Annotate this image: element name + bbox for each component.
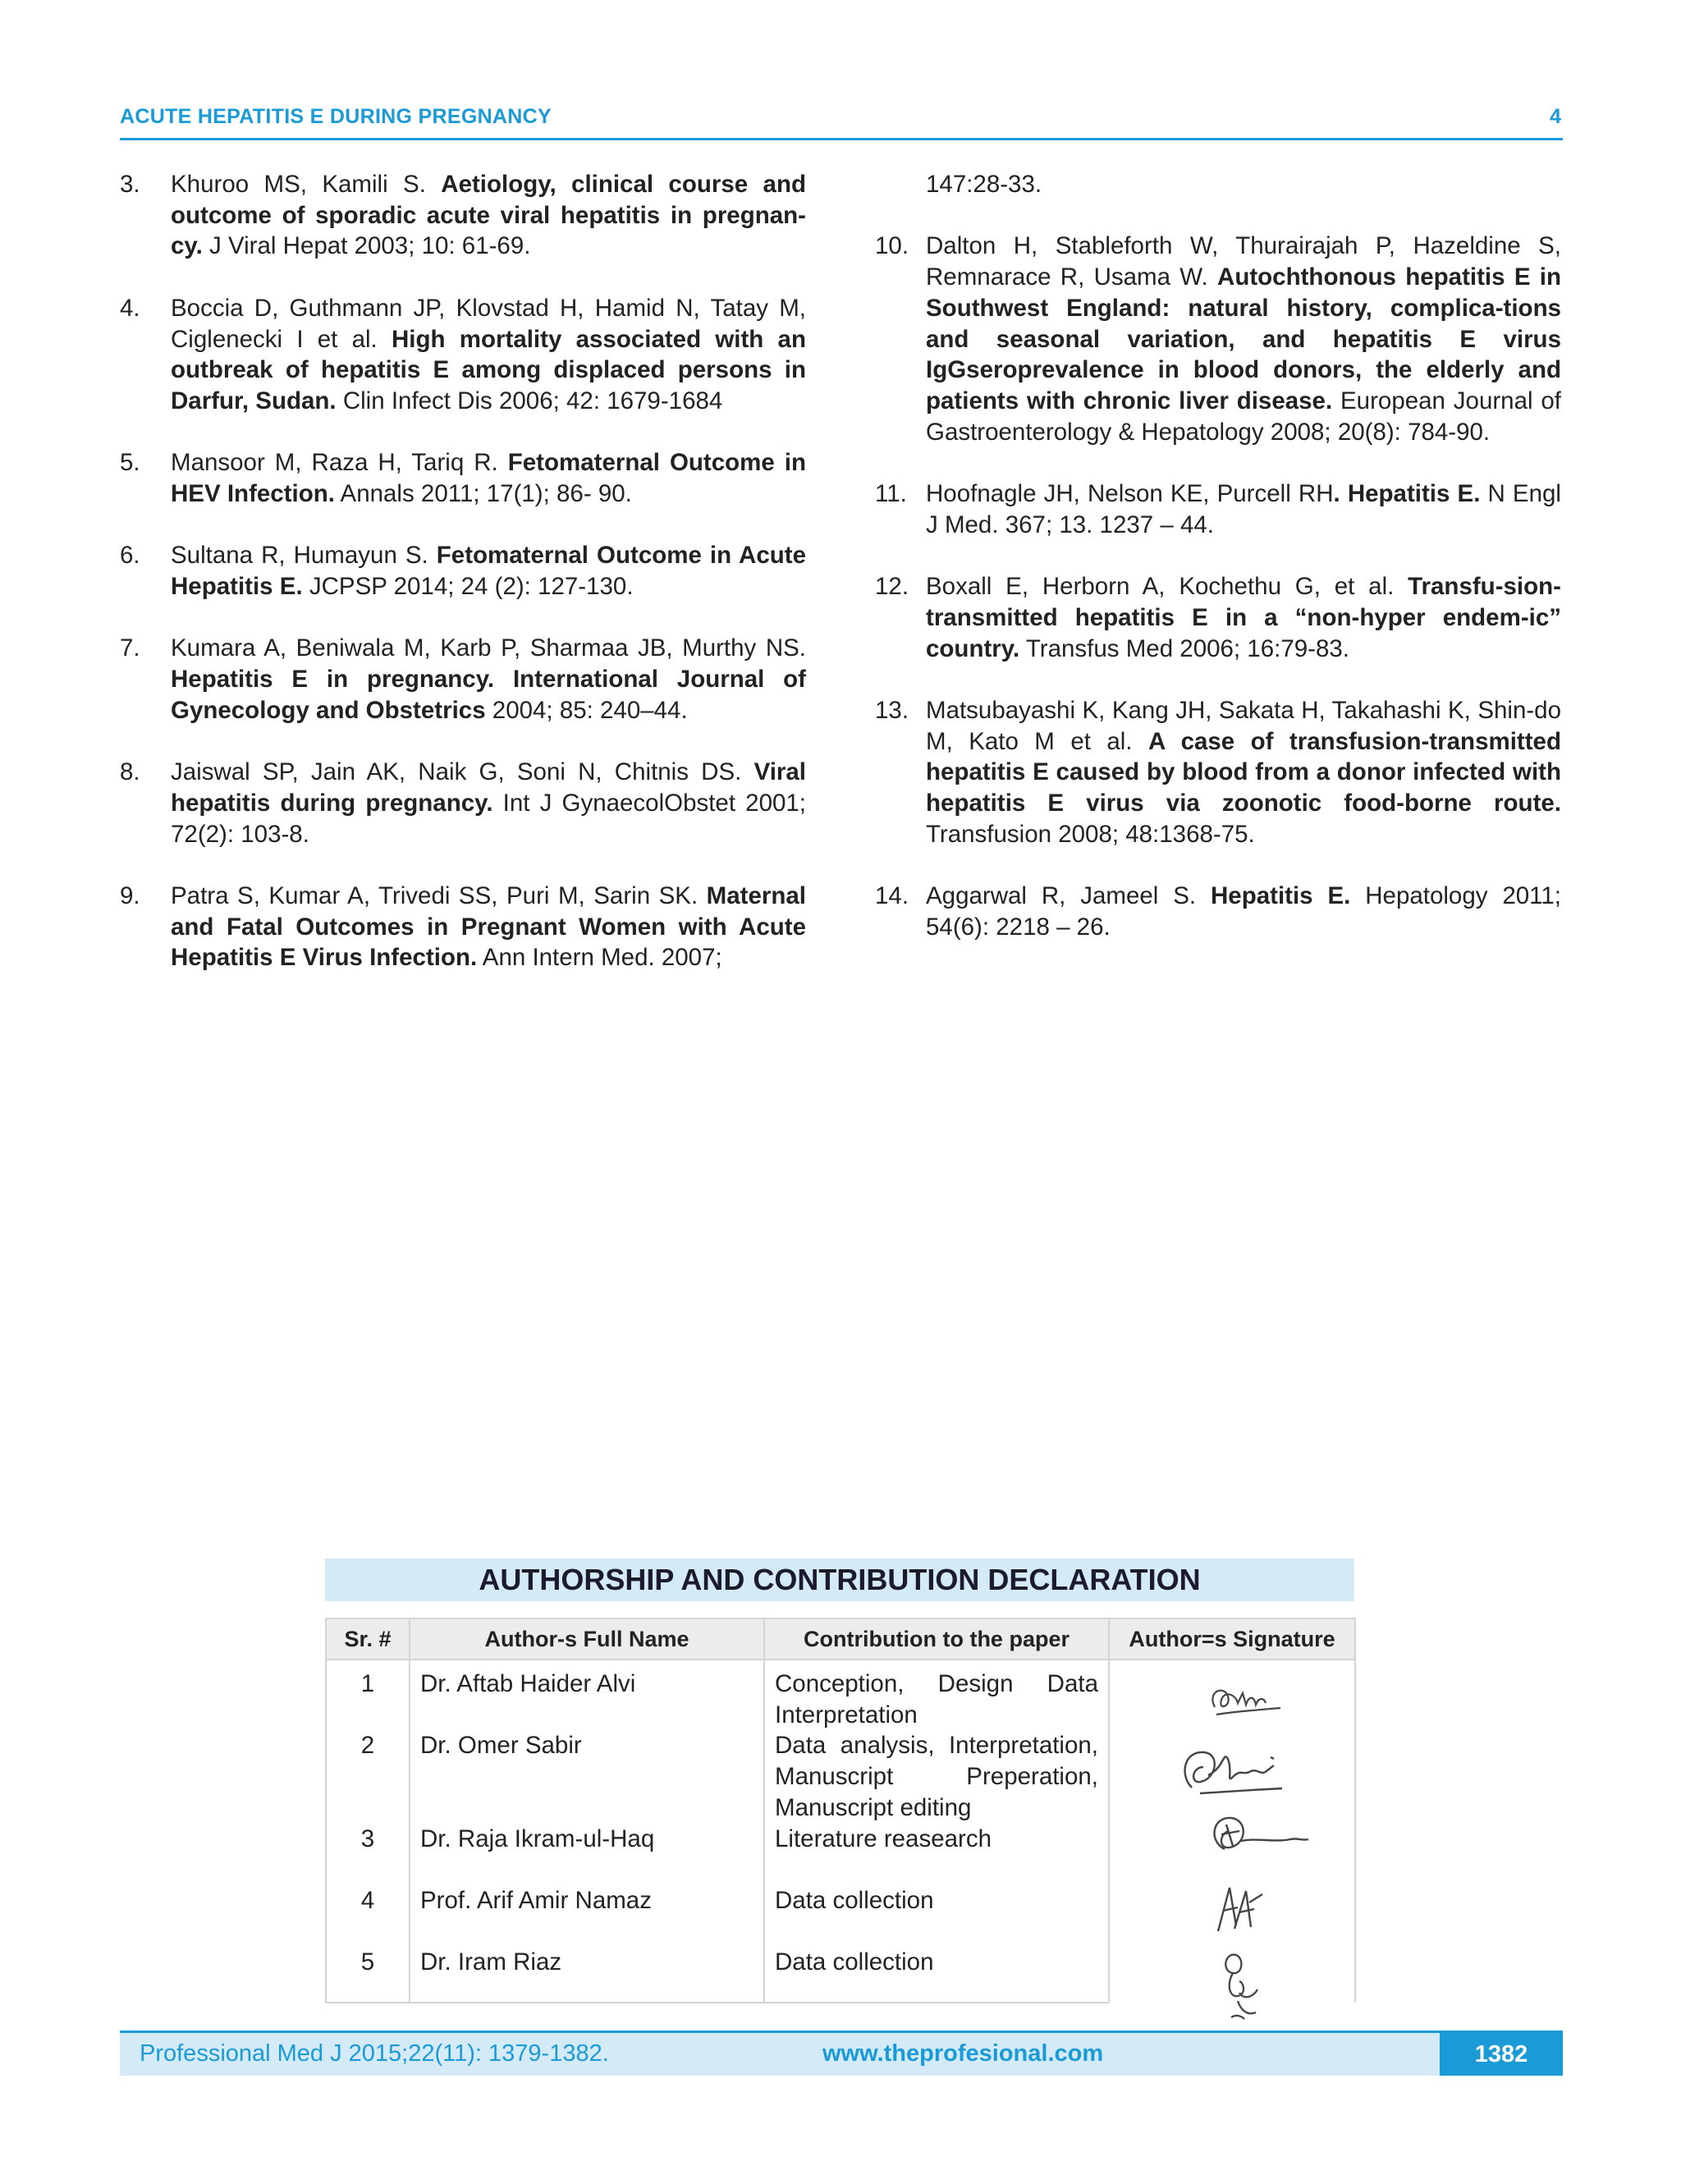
reference-authors: Hoofnagle JH, Nelson KE, Purcell RH: [926, 480, 1334, 507]
reference-item: [875, 478, 1561, 540]
reference-source: Int J GynaecolObstet 2001; 72(2): 103-8.: [171, 789, 806, 848]
reference-title: Viral hepatitis during pregnancy.: [171, 758, 806, 817]
reference-source: Hepatology 2011; 54(6): 2218 – 26.: [926, 882, 1561, 941]
reference-title: A case of transfusion-transmitted hepatitis E caused by blood from a donor infected with hepatitis E virus via zoonotic food-borne route.: [926, 727, 1561, 817]
reference-item: [120, 633, 806, 726]
reference-authors: Dalton H, Stableforth W, Thurairajah P, Hazeldine S, Remnarace R, Usama W.: [926, 232, 1561, 291]
reference-item: [875, 231, 1561, 447]
reference-title: Aetiology, clinical course and outcome of sporadic acute viral hepatitis in pregnan-cy.: [171, 171, 806, 260]
row-sr: 3: [326, 1824, 410, 1885]
reference-title: . Hepatitis E.: [1333, 480, 1481, 507]
header-sr: Sr. #: [326, 1619, 410, 1660]
reference-title: Fetomaternal Outcome in HEV Infection.: [171, 449, 806, 507]
journal-website-link[interactable]: www.theprofesional.com: [822, 2040, 1104, 2067]
reference-item: [120, 293, 806, 417]
reference-authors: Mansoor M, Raza H, Tariq R.: [171, 449, 508, 477]
table-row: [326, 1660, 1355, 1730]
reference-authors: Khuroo MS, Kamili S.: [171, 171, 442, 198]
reference-9-continuation-text: 147:28-33.: [926, 171, 1042, 198]
reference-source: N Engl J Med. 367; 13. 1237 – 44.: [926, 480, 1561, 538]
reference-authors: Matsubayashi K, Kang JH, Sakata H, Takahashi K, Shin-do M, Kato M et al.: [926, 696, 1561, 755]
row-contribution: Data collection: [764, 1947, 1109, 2003]
row-contribution: Data analysis, Interpretation, Manuscript Preperation, Manuscript editing: [764, 1730, 1109, 1823]
journal-citation: Professional Med J 2015;22(11): 1379-1382.: [140, 2040, 609, 2067]
reference-number: 3.: [120, 171, 140, 198]
reference-source: Transfus Med 2006; 16:79-83.: [1019, 634, 1349, 662]
header-page-number: 4: [1550, 105, 1561, 128]
references-left-column: [120, 169, 806, 1005]
reference-number: 11.: [875, 480, 907, 507]
row-author-name: Dr. Omer Sabir: [410, 1730, 764, 1823]
row-sr: 2: [326, 1730, 410, 1823]
reference-number: 13.: [875, 696, 909, 724]
header-signature: Author=s Signature: [1109, 1619, 1355, 1660]
row-author-name: Dr. Aftab Haider Alvi: [410, 1660, 764, 1730]
row-sr: 4: [326, 1885, 410, 1947]
reference-item: [120, 447, 806, 509]
reference-number: 14.: [875, 882, 909, 910]
reference-source: 2004; 85: 240–44.: [485, 696, 688, 724]
reference-number: 7.: [120, 634, 140, 662]
row-sr: 1: [326, 1660, 410, 1730]
reference-source: Ann Intern Med. 2007;: [477, 944, 722, 972]
reference-number: 8.: [120, 758, 140, 786]
reference-source: Transfusion 2008; 48:1368-75.: [926, 820, 1255, 848]
references-right-column: [875, 169, 1561, 973]
signature-4-image: [1208, 1878, 1274, 1944]
reference-title: Transfu-sion-transmitted hepatitis E in a “non-hyper endem-ic” country.: [926, 573, 1561, 662]
signature-3-image: [1200, 1808, 1315, 1866]
table-header-row: [326, 1619, 1355, 1660]
running-title: ACUTE HEPATITIS E DURING PREGNANCY: [120, 105, 552, 128]
reference-title: Hepatitis E.: [1211, 882, 1351, 910]
row-author-name: Dr. Iram Riaz: [410, 1947, 764, 2003]
declaration-table: [325, 1618, 1356, 2003]
reference-title: Autochthonous hepatitis E in Southwest England: natural history, complica-tions and seasonal variation, and hepatitis E virus IgGseroprevalence in blood donors, the elderly and patients with chronic liver disease.: [926, 263, 1562, 414]
reference-authors: Sultana R, Humayun S.: [171, 542, 437, 570]
reference-item: [120, 881, 806, 973]
reference-authors: Patra S, Kumar A, Trivedi SS, Puri M, Sarin SK.: [171, 882, 707, 910]
reference-number: 6.: [120, 542, 140, 570]
reference-item: [875, 881, 1561, 942]
reference-source: Clin Infect Dis 2006; 42: 1679-1684: [336, 387, 723, 414]
row-contribution: Conception, Design Data Interpretation: [764, 1660, 1109, 1730]
reference-item: [875, 571, 1561, 664]
row-sr: 5: [326, 1947, 410, 2003]
reference-source: European Journal of Gastroenterology & Hepatology 2008; 20(8): 784-90.: [926, 387, 1561, 446]
reference-source: JCPSP 2014; 24 (2): 127-130.: [302, 573, 634, 601]
signature-1-image: [1200, 1678, 1290, 1728]
signature-2-image: [1175, 1742, 1299, 1808]
row-contribution: Literature reasearch: [764, 1824, 1109, 1885]
row-author-name: Dr. Raja Ikram-ul-Haq: [410, 1824, 764, 1885]
reference-source: Annals 2011; 17(1); 86- 90.: [334, 480, 632, 507]
reference-authors: Aggarwal R, Jameel S.: [926, 882, 1211, 910]
reference-continuation: [875, 169, 1561, 200]
authorship-declaration: [325, 1559, 1354, 2003]
row-author-name: Prof. Arif Amir Namaz: [410, 1885, 764, 1947]
reference-number: 9.: [120, 882, 140, 910]
reference-number: 10.: [875, 232, 909, 260]
reference-authors: Boccia D, Guthmann JP, Klovstad H, Hamid N, Tatay M, Ciglenecki I et al.: [171, 294, 806, 353]
reference-title: High mortality associated with an outbreak of hepatitis E among displaced persons in Darfur, Sudan.: [171, 325, 806, 414]
header-contribution: Contribution to the paper: [764, 1619, 1109, 1660]
signatures-cell: [1109, 1660, 1355, 2003]
header-author-name: Author-s Full Name: [410, 1619, 764, 1660]
reference-item: [120, 540, 806, 602]
reference-number: 4.: [120, 294, 140, 322]
reference-authors: Boxall E, Herborn A, Kochethu G, et al.: [926, 573, 1408, 601]
reference-source: J Viral Hepat 2003; 10: 61-69.: [202, 232, 531, 260]
running-header: [120, 103, 1563, 140]
reference-authors: Kumara A, Beniwala M, Karb P, Sharmaa JB, Murthy NS.: [171, 634, 806, 662]
signature-5-image: [1208, 1944, 1274, 2026]
reference-number: 12.: [875, 573, 909, 601]
reference-title: Hepatitis E in pregnancy. International Journal of Gynecology and Obstetrics: [171, 666, 806, 724]
declaration-title: AUTHORSHIP AND CONTRIBUTION DECLARATION: [325, 1559, 1354, 1601]
reference-number: 5.: [120, 449, 140, 477]
reference-title: Fetomaternal Outcome in Acute Hepatitis E.: [171, 542, 806, 601]
reference-title: Maternal and Fatal Outcomes in Pregnant Women with Acute Hepatitis E Virus Infection.: [171, 882, 806, 972]
page-footer: [120, 2031, 1563, 2076]
reference-item: [875, 695, 1561, 850]
footer-page-number: 1382: [1440, 2033, 1563, 2076]
row-contribution: Data collection: [764, 1885, 1109, 1947]
reference-item: [120, 757, 806, 849]
reference-authors: Jaiswal SP, Jain AK, Naik G, Soni N, Chitnis DS.: [171, 758, 754, 786]
reference-item: [120, 169, 806, 262]
